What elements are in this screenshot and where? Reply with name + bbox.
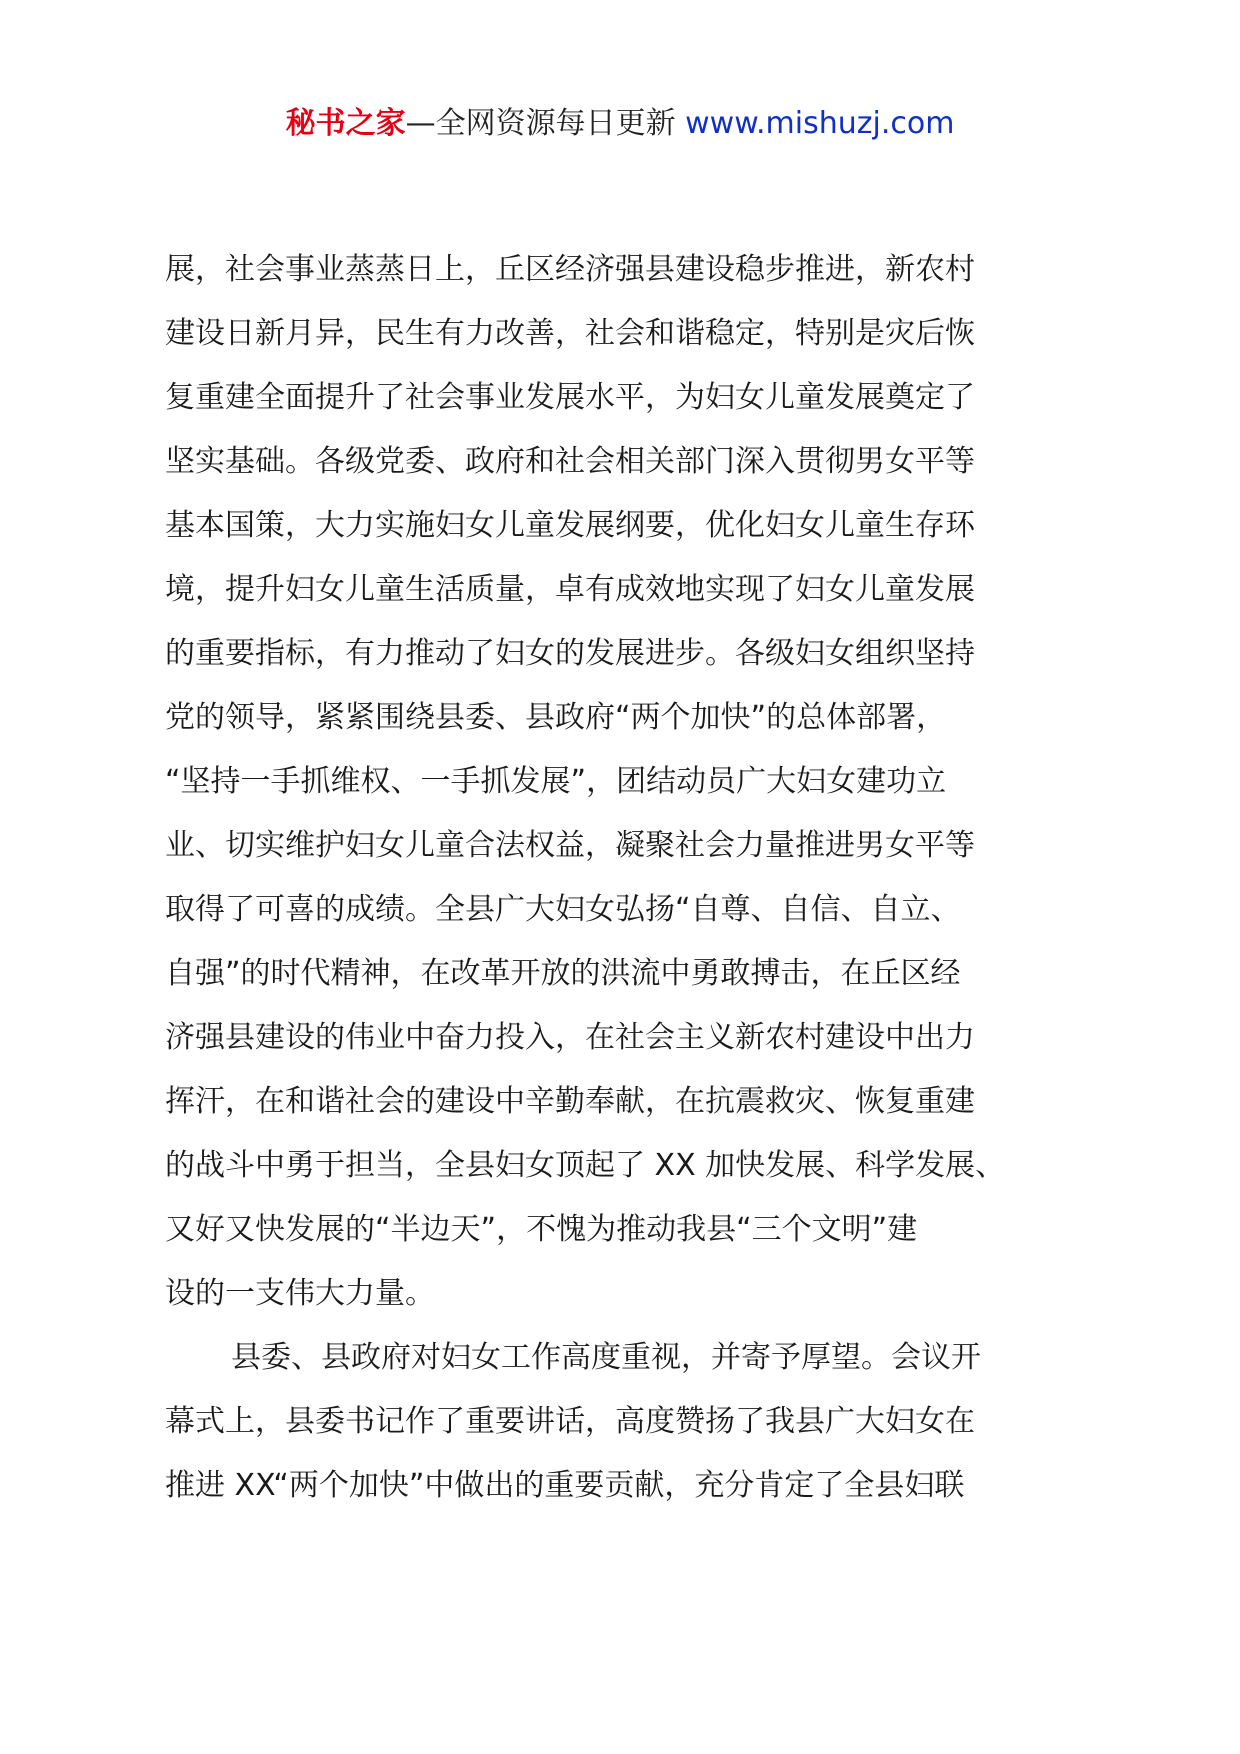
paragraph-first-line: 县委、县政府对妇女工作高度重视，并寄予厚望。会议开 (231, 1340, 981, 1375)
header-brand: 秘书之家 (285, 106, 406, 141)
body-line: 建设日新月异，民生有力改善，社会和谐稳定，特别是灾后恢 (165, 316, 975, 351)
page-header (0, 104, 1240, 144)
body-line: 又好又快发展的“半边天”，不愧为推动我县“三个文明”建 (165, 1212, 918, 1247)
body-line: 推进 XX“两个加快”中做出的重要贡献，充分肯定了全县妇联 (165, 1468, 965, 1503)
header-tagline: —全网资源每日更新 (405, 106, 676, 141)
body-line: 坚实基础。各级党委、政府和社会相关部门深入贯彻男女平等 (165, 444, 975, 479)
body-line: 济强县建设的伟业中奋力投入，在社会主义新农村建设中出力 (165, 1020, 975, 1055)
body-line: 幕式上，县委书记作了重要讲话，高度赞扬了我县广大妇女在 (165, 1404, 975, 1439)
body-line: 的战斗中勇于担当，全县妇女顶起了 XX 加快发展、科学发展、 (165, 1148, 1006, 1183)
body-line: 设的一支伟大力量。 (165, 1276, 435, 1311)
body-line: 的重要指标，有力推动了妇女的发展进步。各级妇女组织坚持 (165, 636, 975, 671)
body-line: “坚持一手抓维权、一手抓发展”，团结动员广大妇女建功立 (165, 764, 947, 799)
body-line: 自强”的时代精神，在改革开放的洪流中勇敢搏击，在丘区经 (165, 956, 961, 991)
body-line: 挥汗，在和谐社会的建设中辛勤奉献，在抗震救灾、恢复重建 (165, 1084, 975, 1119)
body-line: 党的领导，紧紧围绕县委、县政府“两个加快”的总体部署， (165, 700, 947, 735)
body-line: 复重建全面提升了社会事业发展水平，为妇女儿童发展奠定了 (165, 380, 975, 415)
body-line: 境，提升妇女儿童生活质量，卓有成效地实现了妇女儿童发展 (165, 572, 975, 607)
document-body (165, 238, 1085, 1518)
body-line: 基本国策，大力实施妇女儿童发展纲要，优化妇女儿童生存环 (165, 508, 975, 543)
body-line: 取得了可喜的成绩。全县广大妇女弘扬“自尊、自信、自立、 (165, 892, 961, 927)
body-line: 业、切实维护妇女儿童合法权益，凝聚社会力量推进男女平等 (165, 828, 975, 863)
body-line: 展，社会事业蒸蒸日上，丘区经济强县建设稳步推进，新农村 (165, 252, 975, 287)
header-url-link[interactable]: www.mishuzj.com (685, 106, 955, 141)
